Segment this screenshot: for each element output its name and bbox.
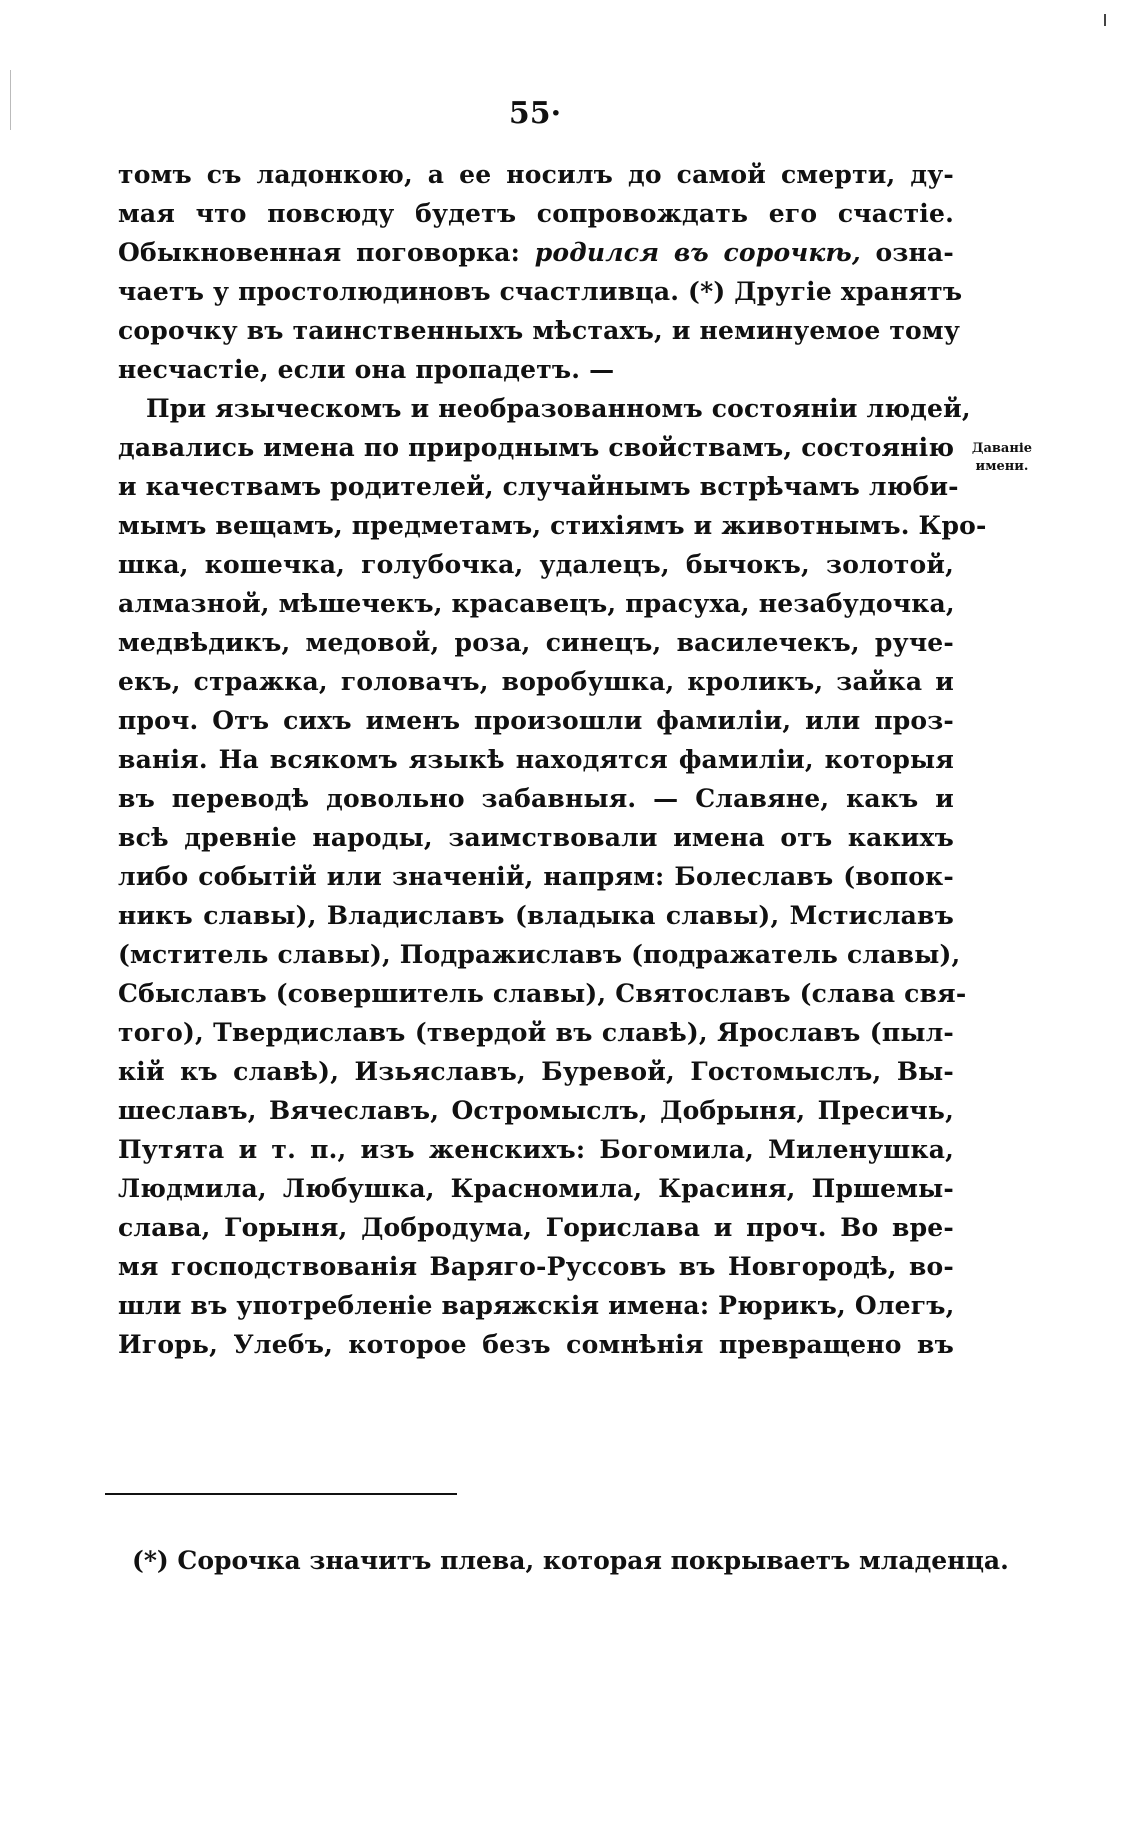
margin-note	[966, 440, 1038, 476]
paragraph-end-line: несчастіе, если она пропадетъ. —	[118, 355, 615, 384]
text-line: никъ славы), Владиславъ (владыка славы), Мстиславъ	[118, 901, 954, 930]
text-line: мая что повсюду будетъ сопровождать его счастіе.	[118, 199, 954, 228]
text-line	[118, 233, 954, 272]
text-line: томъ съ ладонкою, а ее носилъ до самой смерти, ду-	[118, 160, 954, 189]
text-line: слава, Горыня, Добродума, Горислава и проч. Во вре-	[118, 1213, 954, 1242]
text-line: сорочку въ таинственныхъ мѣстахъ, и неминуемое тому	[118, 316, 961, 345]
paragraph-start-line: При языческомъ и необразованномъ состояніи людей,	[146, 394, 971, 423]
text-line: мымъ вещамъ, предметамъ, стихіямъ и животнымъ. Кро-	[118, 511, 987, 540]
text-line: алмазной, мѣшечекъ, красавецъ, прасуха, незабудочка,	[118, 589, 955, 618]
text-line: мя господствованія Варяго-Руссовъ въ Новгородѣ, во-	[118, 1252, 954, 1281]
scan-artifact-mark	[1104, 14, 1106, 26]
text-line: всѣ древніе народы, заимствовали имена отъ какихъ	[118, 823, 954, 852]
main-text	[118, 155, 987, 1364]
text-line: проч. Отъ сихъ именъ произошли фамиліи, или проз-	[118, 706, 954, 735]
margin-note-line: Даваніе	[971, 441, 1033, 456]
text-line: либо событій или значеній, напрям: Болеславъ (вопок-	[118, 862, 954, 891]
footnote: (*) Сорочка значитъ плева, которая покрываетъ младенца.	[132, 1546, 1009, 1575]
text-line: Людмила, Любушка, Красномила, Красиня, Пршемы-	[118, 1174, 954, 1203]
text-line: екъ, стражка, головачъ, воробушка, кроликъ, зайка и	[118, 667, 954, 696]
text-line: (мститель славы), Подражиславъ (подражатель славы),	[118, 940, 961, 969]
text-line: и качествамъ родителей, случайнымъ встрѣчамъ люби-	[118, 472, 959, 501]
text-line: въ переводѣ довольно забавныя. — Славяне, какъ и	[118, 784, 954, 813]
text-line: шка, кошечка, голубочка, удалецъ, бычокъ, золотой,	[118, 550, 954, 579]
page-number: 55·	[508, 96, 562, 131]
emphasized-phrase: родился въ сорочкѣ,	[534, 238, 861, 267]
text-line: чаетъ у простолюдиновъ счастливца. (*) Другіе хранятъ	[118, 277, 963, 306]
text-line: того), Твердиславъ (твердой въ славѣ), Ярославъ (пыл-	[118, 1018, 954, 1047]
text-line: ванія. На всякомъ языкѣ находятся фамиліи, которыя	[118, 745, 954, 774]
text-segment: Обыкновенная поговорка:	[118, 238, 535, 267]
text-line: шли въ употребленіе варяжскія имена: Рюрикъ, Олегъ,	[118, 1291, 955, 1320]
footnote-divider	[105, 1493, 457, 1495]
text-line: Путята и т. п., изъ женскихъ: Богомила, Миленушка,	[118, 1135, 954, 1164]
scan-artifact-mark	[10, 70, 11, 130]
text-line: шеславъ, Вячеславъ, Остромыслъ, Добрыня, Пресичь,	[118, 1096, 954, 1125]
text-line: Игорь, Улебъ, которое безъ сомнѣнія превращено въ	[118, 1330, 954, 1359]
text-segment: озна-	[860, 238, 954, 267]
margin-note-line: имени.	[975, 459, 1029, 474]
text-line: медвѣдикъ, медовой, роза, синецъ, василечекъ, руче-	[118, 628, 954, 657]
text-line: кій къ славѣ), Изьяславъ, Буревой, Гостомыслъ, Вы-	[118, 1057, 954, 1086]
text-line: давались имена по природнымъ свойствамъ, состоянію	[118, 433, 955, 462]
text-line: Сбыславъ (совершитель славы), Святославъ (слава свя-	[118, 979, 967, 1008]
